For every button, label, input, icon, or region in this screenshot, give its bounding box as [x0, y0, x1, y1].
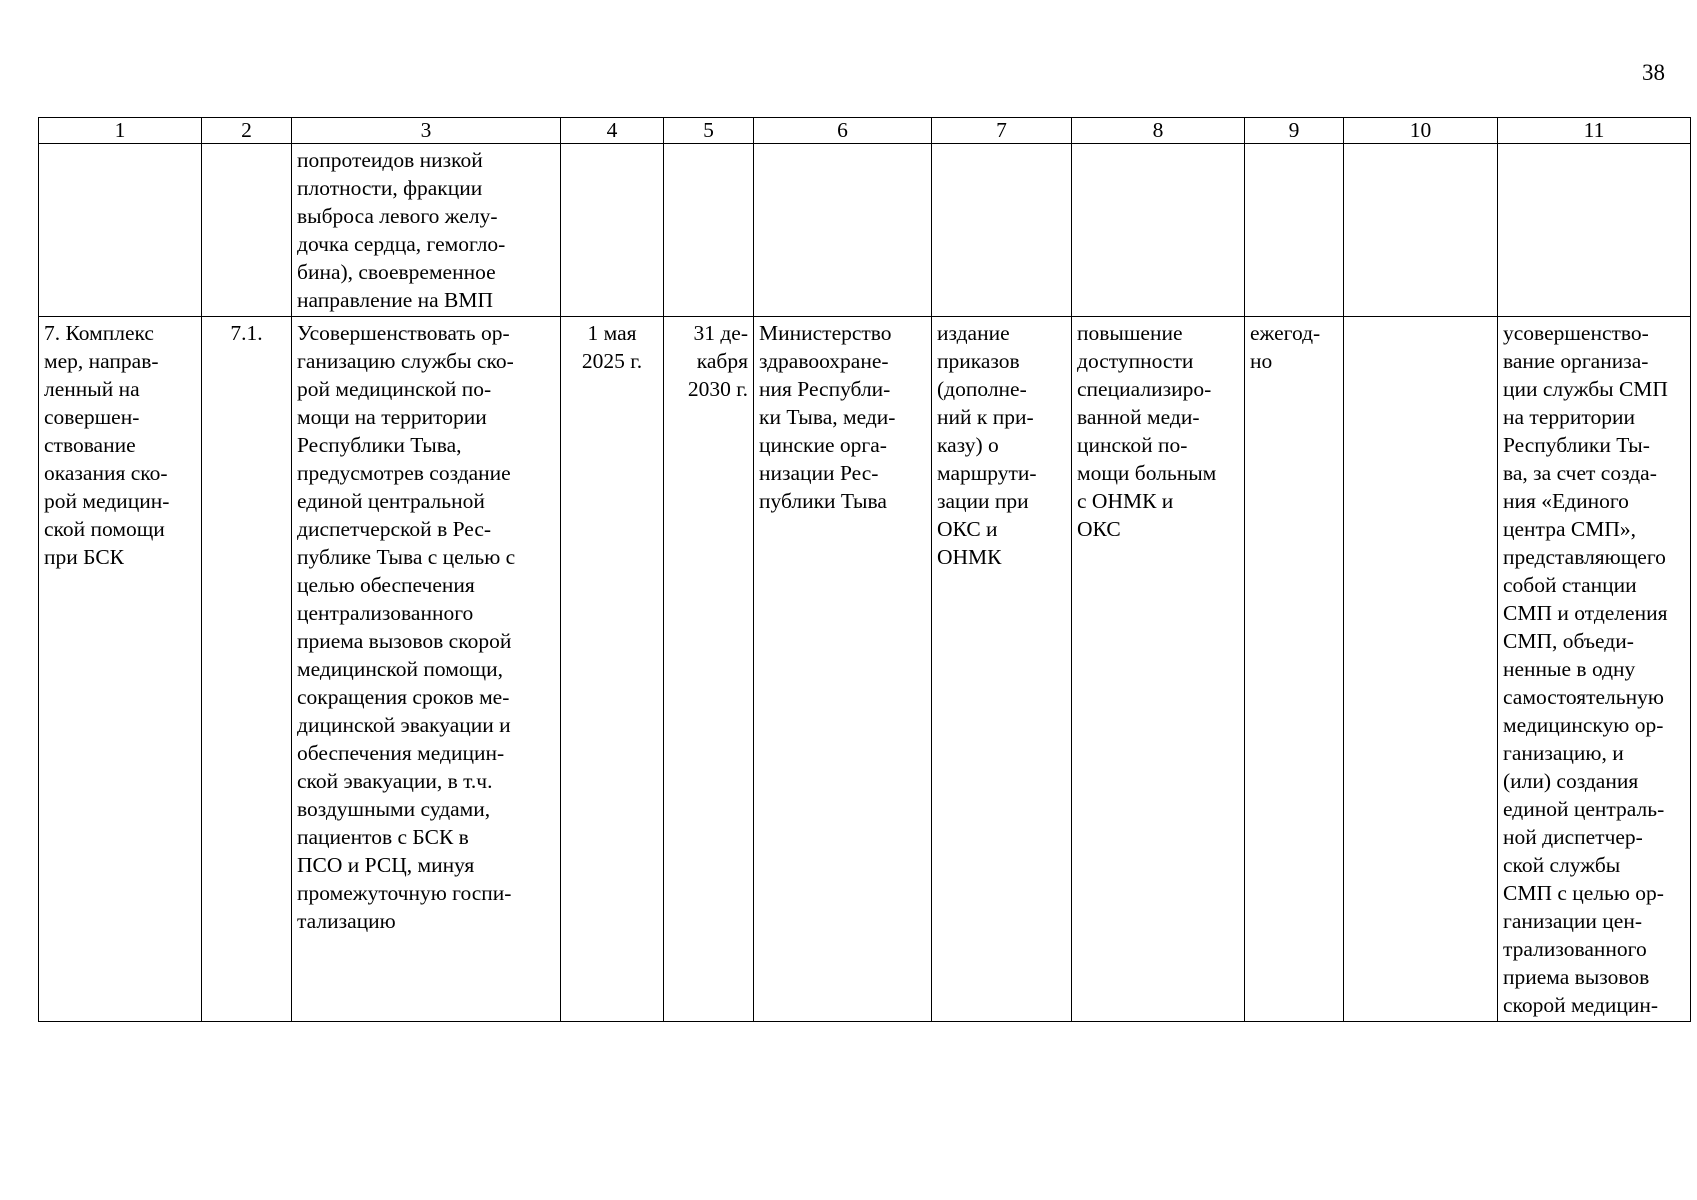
cont-cell-measure — [39, 144, 202, 317]
page-number: 38 — [1642, 60, 1665, 85]
cont-cell-description: попротеидов низкой плотности, фракции выброса левого желу- дочка сердца, гемогло- бина), своевременное направление на ВМП — [292, 144, 561, 317]
column-header-4: 4 — [561, 118, 664, 144]
cell-expected-result: усовершенство- вание организа- ции службы СМП на территории Республики Ты- ва, за счет созда- ния «Единого центра СМП», представляющего собой станции СМП и отделения СМП, объеди- ненные в одну самостоятельную медицинскую ор- ганизацию, и (или) создания единой централь- ной диспетчер- ской службы СМП с целью ор- ганизации цен- трализованного приема вызовов скорой медицин- — [1498, 317, 1691, 1022]
column-header-6: 6 — [754, 118, 932, 144]
cell-result-type: издание приказов (дополне- ний к при- казу) о маршрути- зации при ОКС и ОНМК — [932, 317, 1072, 1022]
column-header-2: 2 — [202, 118, 292, 144]
cell-effect: повышение доступности специализиро- ванной меди- цинской по- мощи больным с ОНМК и ОКС — [1072, 317, 1245, 1022]
cell-col10 — [1344, 317, 1498, 1022]
table-row — [39, 317, 1691, 1022]
cell-frequency: ежегод- но — [1245, 317, 1344, 1022]
cont-cell-effect — [1072, 144, 1245, 317]
column-header-1: 1 — [39, 118, 202, 144]
cont-cell-start-date — [561, 144, 664, 317]
cell-item-number: 7.1. — [202, 317, 292, 1022]
cell-end-date: 31 де- кабря 2030 г. — [664, 317, 754, 1022]
cell-description: Усовершенствовать ор- ганизацию службы ско- рой медицинской по- мощи на территории Республики Тыва, предусмотрев создание единой центральной диспетчерской в Рес- публике Тыва с целью с целью обеспечения централизованного приема вызовов скорой медицинской помощи, сокращения сроков ме- дицинской эвакуации и обеспечения медицин- ской эвакуации, в т.ч. воздушными судами, пациентов с БСК в ПСО и РСЦ, минуя промежуточную госпи- тализацию — [292, 317, 561, 1022]
column-header-3: 3 — [292, 118, 561, 144]
column-header-9: 9 — [1245, 118, 1344, 144]
cell-responsible: Министерство здравоохране- ния Республи- ки Тыва, меди- цинские орга- низации Рес- публики Тыва — [754, 317, 932, 1022]
cont-cell-result-type — [932, 144, 1072, 317]
column-header-5: 5 — [664, 118, 754, 144]
cell-measure-group: 7. Комплекс мер, направ- ленный на совершен- ствование оказания ско- рой медицин- ской помощи при БСК — [39, 317, 202, 1022]
cont-cell-frequency — [1245, 144, 1344, 317]
cont-cell-end-date — [664, 144, 754, 317]
column-header-11: 11 — [1498, 118, 1691, 144]
continuation-row — [39, 144, 1691, 317]
cont-cell-number — [202, 144, 292, 317]
cont-cell-responsible — [754, 144, 932, 317]
cell-start-date: 1 мая 2025 г. — [561, 317, 664, 1022]
column-header-7: 7 — [932, 118, 1072, 144]
cont-cell-col10 — [1344, 144, 1498, 317]
cont-cell-expected-result — [1498, 144, 1691, 317]
measures-table — [38, 117, 1691, 1022]
header-row — [39, 118, 1691, 144]
column-header-8: 8 — [1072, 118, 1245, 144]
column-header-10: 10 — [1344, 118, 1498, 144]
